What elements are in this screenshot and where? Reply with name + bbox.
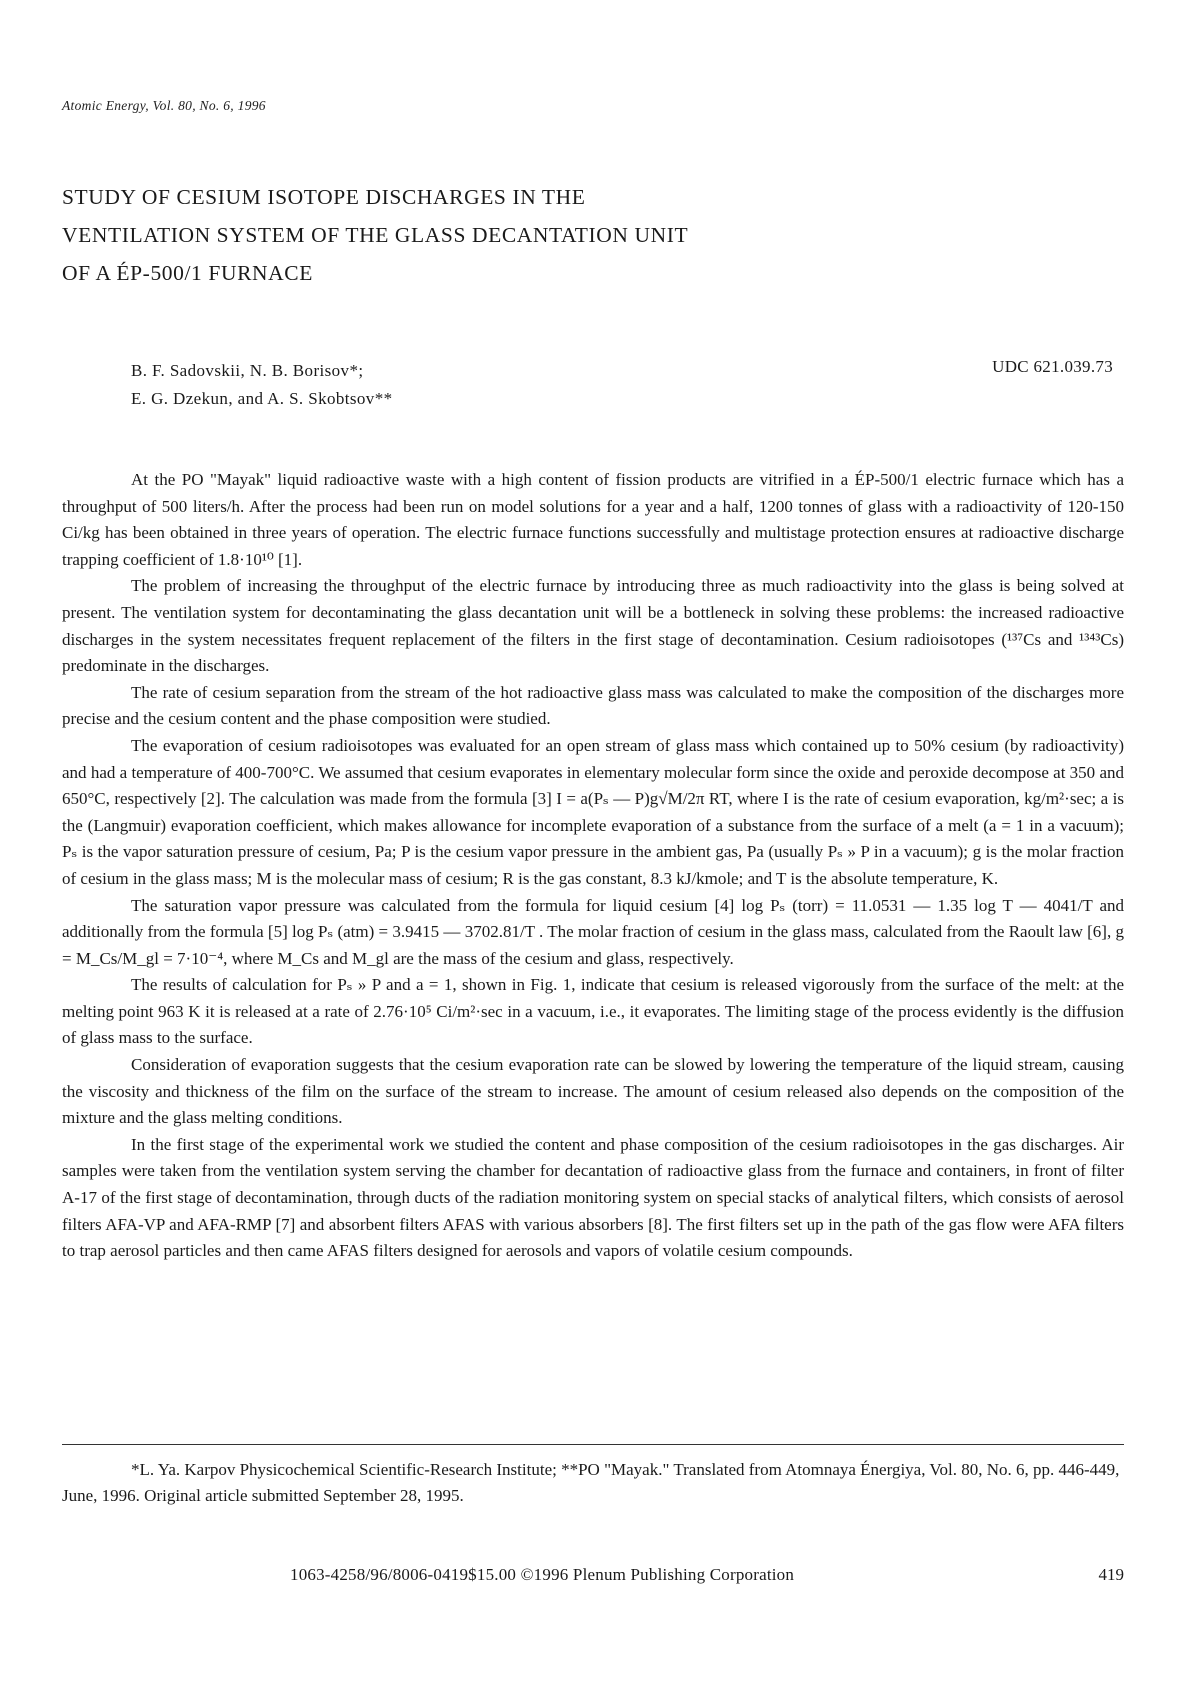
footnote-divider: [62, 1444, 1124, 1445]
body-paragraph: At the PO "Mayak" liquid radioactive waste with a high content of fission products are vitrified in a ÉP-500/1 electric furnace which has a throughput of 500 liters/h. After the process had been run on model solutions for a year and a half, 1200 tonnes of glass with a radioactivity of 120-150 Ci/kg has been obtained in three years of operation. The electric furnace functions successfully and multistage protection ensures at radioactive discharge trapping coefficient of 1.8·10¹⁰ [1].: [62, 470, 1124, 569]
title-line: VENTILATION SYSTEM OF THE GLASS DECANTATION UNIT: [62, 223, 689, 247]
article-body: [62, 467, 1124, 1265]
publisher-imprint: 1063-4258/96/8006-0419$15.00 ©1996 Plenum Publishing Corporation: [290, 1565, 795, 1584]
udc-code: UDC 621.039.73: [992, 357, 1113, 376]
title-line: OF A ÉP-500/1 FURNACE: [62, 261, 313, 285]
body-paragraph: Consideration of evaporation suggests that the cesium evaporation rate can be slowed by lowering the temperature of the liquid stream, causing the viscosity and thickness of the film on the surface of the stream to increase. The amount of cesium released also depends on the composition of the mixture and the glass melting conditions.: [62, 1055, 1124, 1128]
author-list: [131, 357, 393, 413]
author-line: E. G. Dzekun, and A. S. Skobtsov**: [131, 389, 393, 408]
body-paragraph: The evaporation of cesium radioisotopes was evaluated for an open stream of glass mass which contained up to 50% cesium (by radioactivity) and had a temperature of 400-700°C. We assumed that cesium evaporates in elementary molecular form since the oxide and peroxide decompose at 350 and 650°C, respectively [2]. The calculation was made from the formula [3] I = a(Pₛ — P)g√M/2π RT, where I is the rate of cesium evaporation, kg/m²·sec; a is the (Langmuir) evaporation coefficient, which makes allowance for incomplete evaporation of a substance from the surface of a melt (a = 1 in a vacuum); Pₛ is the vapor saturation pressure of cesium, Pa; P is the cesium vapor pressure in the ambient gas, Pa (usually Pₛ » P in a vacuum); g is the molar fraction of cesium in the glass mass; M is the molecular mass of cesium; R is the gas constant, 8.3 kJ/kmole; and T is the absolute temperature, K.: [62, 735, 1124, 888]
body-paragraph: In the first stage of the experimental work we studied the content and phase composition of the cesium radioisotopes in the gas discharges. Air samples were taken from the ventilation system serving the chamber for decantation of radioactive glass from the furnace and containers, in front of filter A-17 of the first stage of decontamination, through ducts of the radiation monitoring system on special stacks of analytical filters, which consists of aerosol filters AFA-VP and AFA-RMP [7] and absorbent filters AFAS with various absorbers [8]. The first filters set up in the path of the gas flow were AFA filters to trap aerosol particles and then came AFAS filters designed for aerosols and vapors of volatile cesium compounds.: [62, 1134, 1124, 1261]
body-paragraph: The problem of increasing the throughput of the electric furnace by introducing three as much radioactivity into the glass is being solved at present. The ventilation system for decontaminating the glass decantation unit will be a bottleneck in solving these problems: the increased radioactive discharges in the system necessitates frequent replacement of the filters in the first stage of decontamination. Cesium radioisotopes (¹³⁷Cs and ¹³⁴³Cs) predominate in the discharges.: [62, 576, 1124, 676]
title-line: STUDY OF CESIUM ISOTOPE DISCHARGES IN THE: [62, 185, 586, 209]
body-paragraph: The saturation vapor pressure was calculated from the formula for liquid cesium [4] log Pₛ (torr) = 11.0531 — 1.35 log T — 4041/T and additionally from the formula [5] log Pₛ (atm) = 3.9415 — 3702.81/T . The molar fraction of cesium in the glass mass, calculated from the Raoult law [6], g = M_Cs/M_gl = 7·10⁻⁴, where M_Cs and M_gl are the mass of the cesium and glass, respectively.: [62, 895, 1124, 968]
author-line: B. F. Sadovskii, N. B. Borisov*;: [131, 361, 364, 380]
body-paragraph: The results of calculation for Pₛ » P and a = 1, shown in Fig. 1, indicate that cesium is released vigorously from the surface of the melt: at the melting point 963 K it is released at a rate of 2.76·10⁵ Ci/m²·sec in a vacuum, i.e., it evaporates. The limiting stage of the process evidently is the diffusion of glass mass to the surface.: [62, 975, 1124, 1048]
journal-citation: Atomic Energy, Vol. 80, No. 6, 1996: [62, 98, 266, 113]
body-paragraph: The rate of cesium separation from the stream of the hot radioactive glass mass was calculated to make the composition of the discharges more precise and the cesium content and the phase composition were studied.: [62, 682, 1124, 729]
page-number: 419: [1098, 1565, 1124, 1584]
footnote: *L. Ya. Karpov Physicochemical Scientific-Research Institute; **PO "Mayak." Translated from Atomnaya Énergiya, Vol. 80, No. 6, pp. 446-449, June, 1996. Original article submitted September 28, 1995.: [62, 1460, 1120, 1505]
article-title: [62, 178, 962, 292]
